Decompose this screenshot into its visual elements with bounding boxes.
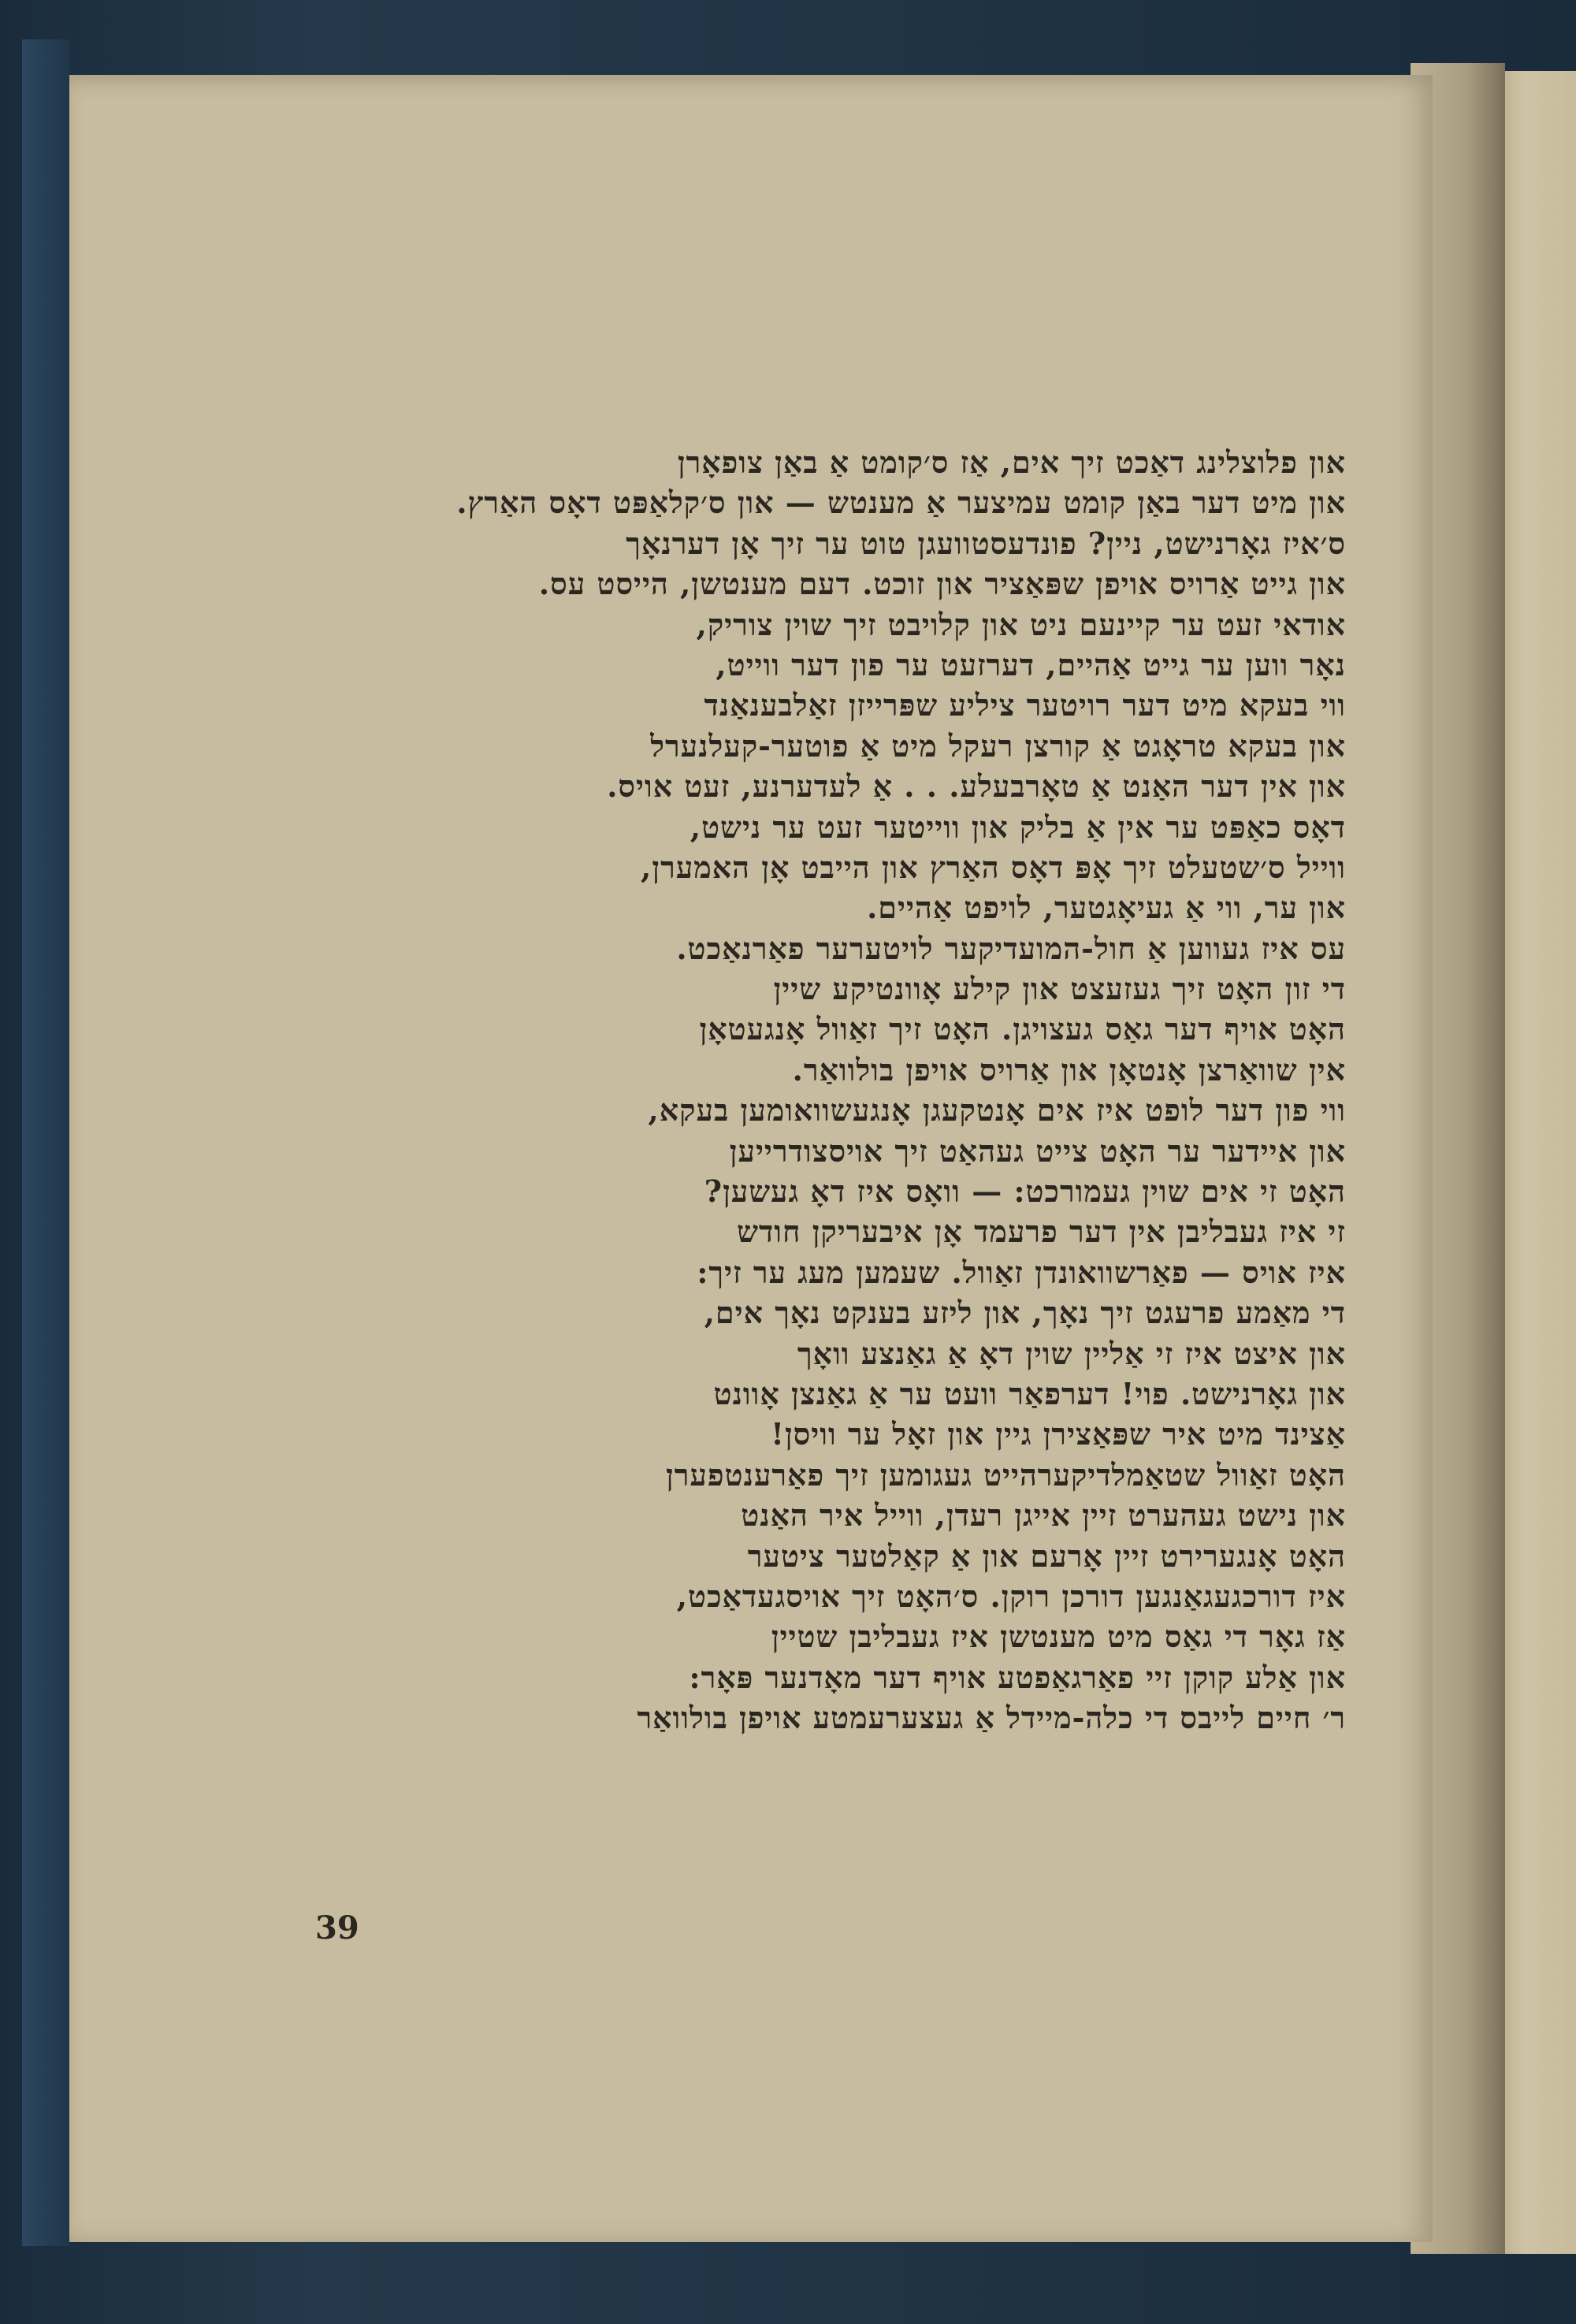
- text-line: האָט זאַוול שטאַמלדיקערהייט געגומען זיך פאַרענטפערן: [666, 1456, 1346, 1493]
- page-number: 39: [315, 1909, 359, 1947]
- book-page: [69, 75, 1433, 2242]
- text-line: און פלוצלינג דאַכט זיך אים, אַז ס׳קומט אַ באַן צופאָרן: [677, 444, 1346, 480]
- text-line: ווי פון דער לופט איז אים אָנטקעגן אָנגעשוואומען בעקא,: [648, 1092, 1346, 1129]
- text-line: האָט אָנגערירט זיין אָרעם און אַ קאַלטער ציטער: [747, 1538, 1346, 1574]
- text-line: ווי בעקא מיט דער רויטער ציליע שפּרייזן זאַלבענאַנד: [704, 687, 1346, 723]
- text-line: איז אויס — פאַרשוואונדן זאַוול. שעמען מעג ער זיך:: [697, 1254, 1346, 1290]
- text-line: ר׳ חיים לייבס די כלה-מיידל אַ געצערעמטע אויפן בולוואַר: [637, 1700, 1346, 1736]
- text-line: אַז גאָר די גאַס מיט מענטשן איז געבליבן שטיין: [771, 1619, 1346, 1655]
- text-line: און גייט אַרויס אויפן שפּאַציר און זוכט. דעם מענטשן, הייסט עס.: [538, 566, 1346, 602]
- text-line: זי איז געבליבן אין דער פרעמד אָן איבעריקן חודש: [737, 1214, 1346, 1250]
- text-line: און נישט געהערט זיין אייגן רעדן, ווייל איר האַנט: [741, 1497, 1346, 1534]
- text-line: און אין דער האַנט אַ טאָרבעלע. . . אַ לעדערנע, זעט אויס.: [607, 768, 1346, 805]
- text-line: און גאָרנישט. פוי! דערפאַר וועט ער אַ גאַנצן אָוונט: [713, 1375, 1346, 1411]
- text-line: און מיט דער באַן קומט עמיצער אַ מענטש — און ס׳קלאַפּט דאָס האַרץ.: [456, 485, 1346, 521]
- text-line: איז דורכגעגאַנגען דורכן רוקן. ס׳האָט זיך אויסגעדאַכט,: [676, 1578, 1346, 1614]
- text-line: און ער, ווי אַ געיאָגטער, לויפט אַהיים.: [867, 890, 1346, 926]
- text-line: און אַלע קוקן זיי פאַרגאַפטע אויף דער מאָדנער פּאָר:: [689, 1659, 1346, 1695]
- text-line: און בעקא טראָגט אַ קורצן רעקל מיט אַ פוטער-קעלנערל: [650, 727, 1346, 764]
- text-line: עס איז געווען אַ חול-המועדיקער לויטערער פאַרנאַכט.: [676, 930, 1346, 966]
- text-line: די מאַמע פרעגט זיך נאָך, און ליזע בענקט נאָך אים,: [704, 1295, 1346, 1331]
- text-line: די זון האָט זיך געזעצט און קילע אָוונטיקע שיין: [773, 971, 1346, 1007]
- text-line: און איצט איז זי אַליין שוין דאָ אַ גאַנצע וואָך: [797, 1335, 1346, 1371]
- text-line: אַצינד מיט איר שפּאַצירן גיין און זאָל ער וויסן!: [771, 1416, 1346, 1452]
- page-text: [416, 442, 1346, 1738]
- text-line: ס׳איז גאָרנישט, ניין? פונדעסטוועגן טוט ער זיך אָן דערנאָך: [626, 525, 1346, 561]
- text-line: דאָס כאַפּט ער אין אַ בליק און ווייטער זעט ער נישט,: [690, 809, 1346, 845]
- cover-spine-edge: [22, 39, 69, 2246]
- text-line: האָט אויף דער גאַס געצויגן. האָט זיך זאַוול אָנגעטאָן: [699, 1011, 1346, 1047]
- text-line: האָט זי אים שוין געמורכט: — וואָס איז דאָ געשען?: [704, 1173, 1346, 1210]
- text-line: אין שוואַרצן אָנטאָן און אַרויס אויפן בולוואַר.: [792, 1051, 1346, 1088]
- text-line: נאָר ווען ער גייט אַהיים, דערזעט ער פון דער ווייט,: [716, 646, 1346, 682]
- text-line: און איידער ער האָט צייט געהאַט זיך אויסצודרייען: [729, 1132, 1346, 1169]
- text-line: אודאי זעט ער קיינעם ניט און קלויבט זיך שוין צוריק,: [696, 606, 1346, 642]
- text-line: ווייל ס׳שטעלט זיך אָפּ דאָס האַרץ און הייבט אָן האמערן,: [641, 849, 1346, 885]
